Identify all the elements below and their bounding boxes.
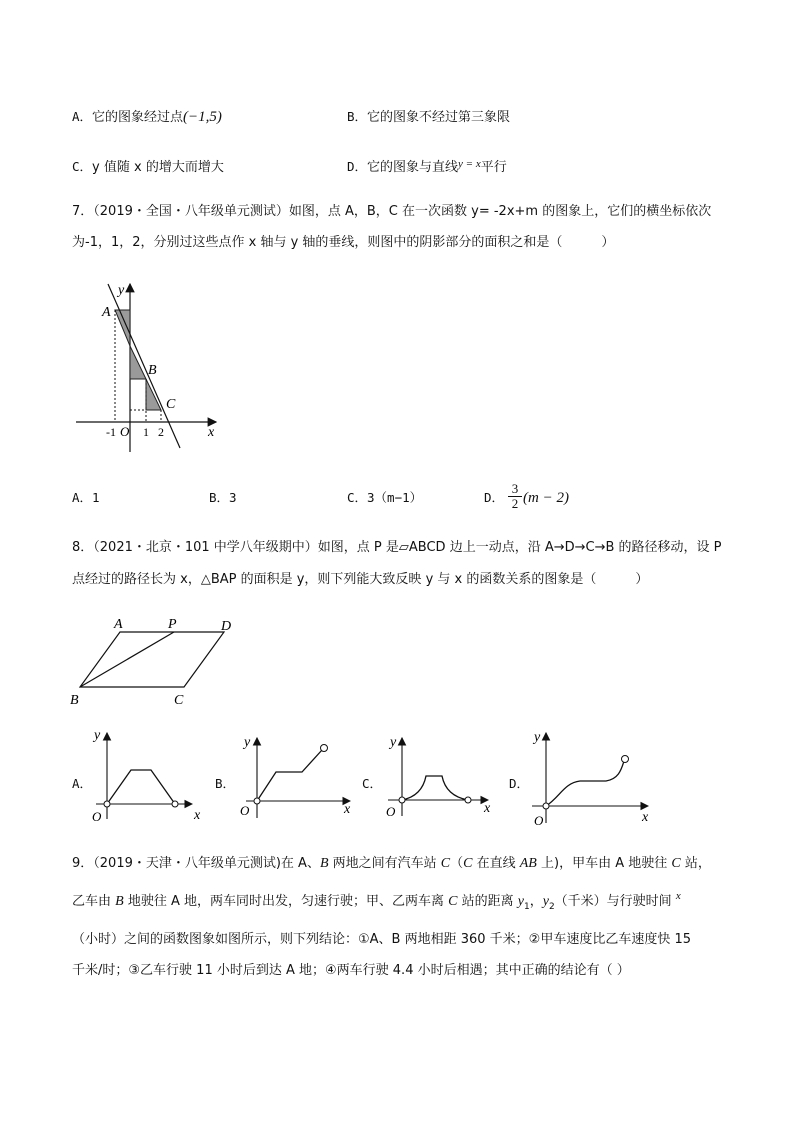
q6-option-a: A．它的图象经过点(−1,5)	[72, 109, 222, 125]
q7-text-line1: 7．（2019・全国・八年级单元测试）如图，点 A，B，C 在一次函数 y= -2x+m 的图象上，它们的横坐标依次	[72, 204, 712, 219]
curve	[107, 770, 175, 804]
q9-text-line3: （小时）之间的函数图象如图所示，则下列结论：①A、B 两地相距 360 千米；②甲车速度比乙车速度快 15	[72, 932, 692, 947]
q7-option-b: B．3	[209, 490, 237, 505]
vertex-label-c: C	[174, 693, 184, 708]
q8-option-d-label: D．	[509, 776, 530, 791]
q8-option-a-graph	[88, 727, 208, 825]
q9-text-line2: 乙车由 B 地驶往 A 地，两车同时出发，匀速行驶；甲、乙两车离 C 站的距离 $y_1$，$y_2$（千米）与行驶时间 $^x$	[72, 890, 681, 912]
q6-option-d: D．它的图象与直线$^{y = x}$平行	[347, 158, 507, 175]
q7-graph	[70, 276, 230, 456]
shaded-region-c	[146, 379, 161, 410]
axis-label-x: x	[208, 425, 215, 440]
point-label-b: B	[148, 363, 157, 378]
tick-label: 2	[158, 425, 164, 439]
fraction-denominator: 2	[508, 496, 522, 511]
segment-bp	[80, 632, 174, 687]
q8-text-line1: 8．（2021・北京・101 中学八年级期中）如图，点 P 是▱ABCD 边上一动点，沿 A→D→C→B 的路径移动，设 P	[72, 540, 722, 555]
origin-label: O	[120, 424, 130, 439]
q8-option-b-graph	[232, 730, 362, 825]
tick-label: -1	[106, 425, 116, 439]
q9-text-line1: 9．（2019・天津・八年级单元测试)在 A、B 两地之间有汽车站 C（C 在直线 AB 上)，甲车由 A 地驶往 C 站，	[72, 856, 711, 871]
q8-option-c-graph	[378, 730, 498, 825]
q7-option-a: A．1	[72, 490, 100, 505]
function-line	[108, 284, 180, 448]
q8-option-b-label: B．	[215, 776, 236, 791]
origin-label: O	[92, 809, 102, 824]
q7-option-c: C．3（m−1）	[347, 490, 423, 505]
q8-text-line2: 点经过的路径长为 x，△BAP 的面积是 y，则下列能大致反映 y 与 x 的函数关系的图象是（ ）	[72, 572, 649, 587]
tick-label: 1	[143, 425, 149, 439]
q9-text-line4: 千米/时；③乙车行驶 11 小时后到达 A 地；④两车行驶 4.4 小时后相遇；其中正确的结论有（ ）	[72, 963, 630, 978]
curve	[546, 761, 624, 806]
q6-option-b: B．它的图象不经过第三象限	[347, 109, 511, 125]
origin-label: O	[240, 803, 250, 818]
axis-label-y: y	[118, 283, 125, 298]
q7-option-d-fraction	[508, 482, 522, 511]
vertex-label-p: P	[168, 617, 177, 632]
axis-label-y: y	[390, 735, 397, 750]
q7-text-line2: 为-1，1，2，分别过这些点作 x 轴与 y 轴的垂线，则图中的阴影部分的面积之和是（ ）	[72, 235, 615, 250]
point-label-c: C	[166, 397, 176, 412]
q8-option-a-label: A．	[72, 776, 93, 791]
axis-label-x: x	[344, 802, 351, 817]
curve	[257, 750, 322, 801]
axis-label-y: y	[244, 735, 251, 750]
parallelogram-abcd	[80, 632, 224, 687]
q7-option-d: D．	[484, 490, 505, 505]
q8-parallelogram	[66, 612, 246, 712]
vertex-label-a: A	[114, 617, 123, 632]
q8-option-c-label: C．	[362, 776, 383, 791]
axis-label-y: y	[94, 728, 101, 743]
axis-label-x: x	[642, 810, 649, 825]
q7-option-d-rest: (m − 2)	[523, 490, 569, 506]
axis-label-x: x	[484, 801, 491, 816]
origin-label: O	[534, 813, 544, 827]
q8-option-d-graph	[528, 727, 656, 827]
axis-label-x: x	[194, 808, 201, 823]
q6-option-c: C．y 值随 x 的增大而增大	[72, 159, 224, 175]
fraction-numerator: 3	[511, 481, 519, 496]
curve	[402, 776, 468, 800]
vertex-label-d: D	[221, 619, 232, 634]
point-label-a: A	[102, 305, 111, 320]
axis-label-y: y	[534, 730, 541, 745]
vertex-label-b: B	[70, 693, 79, 708]
origin-label: O	[386, 804, 396, 819]
